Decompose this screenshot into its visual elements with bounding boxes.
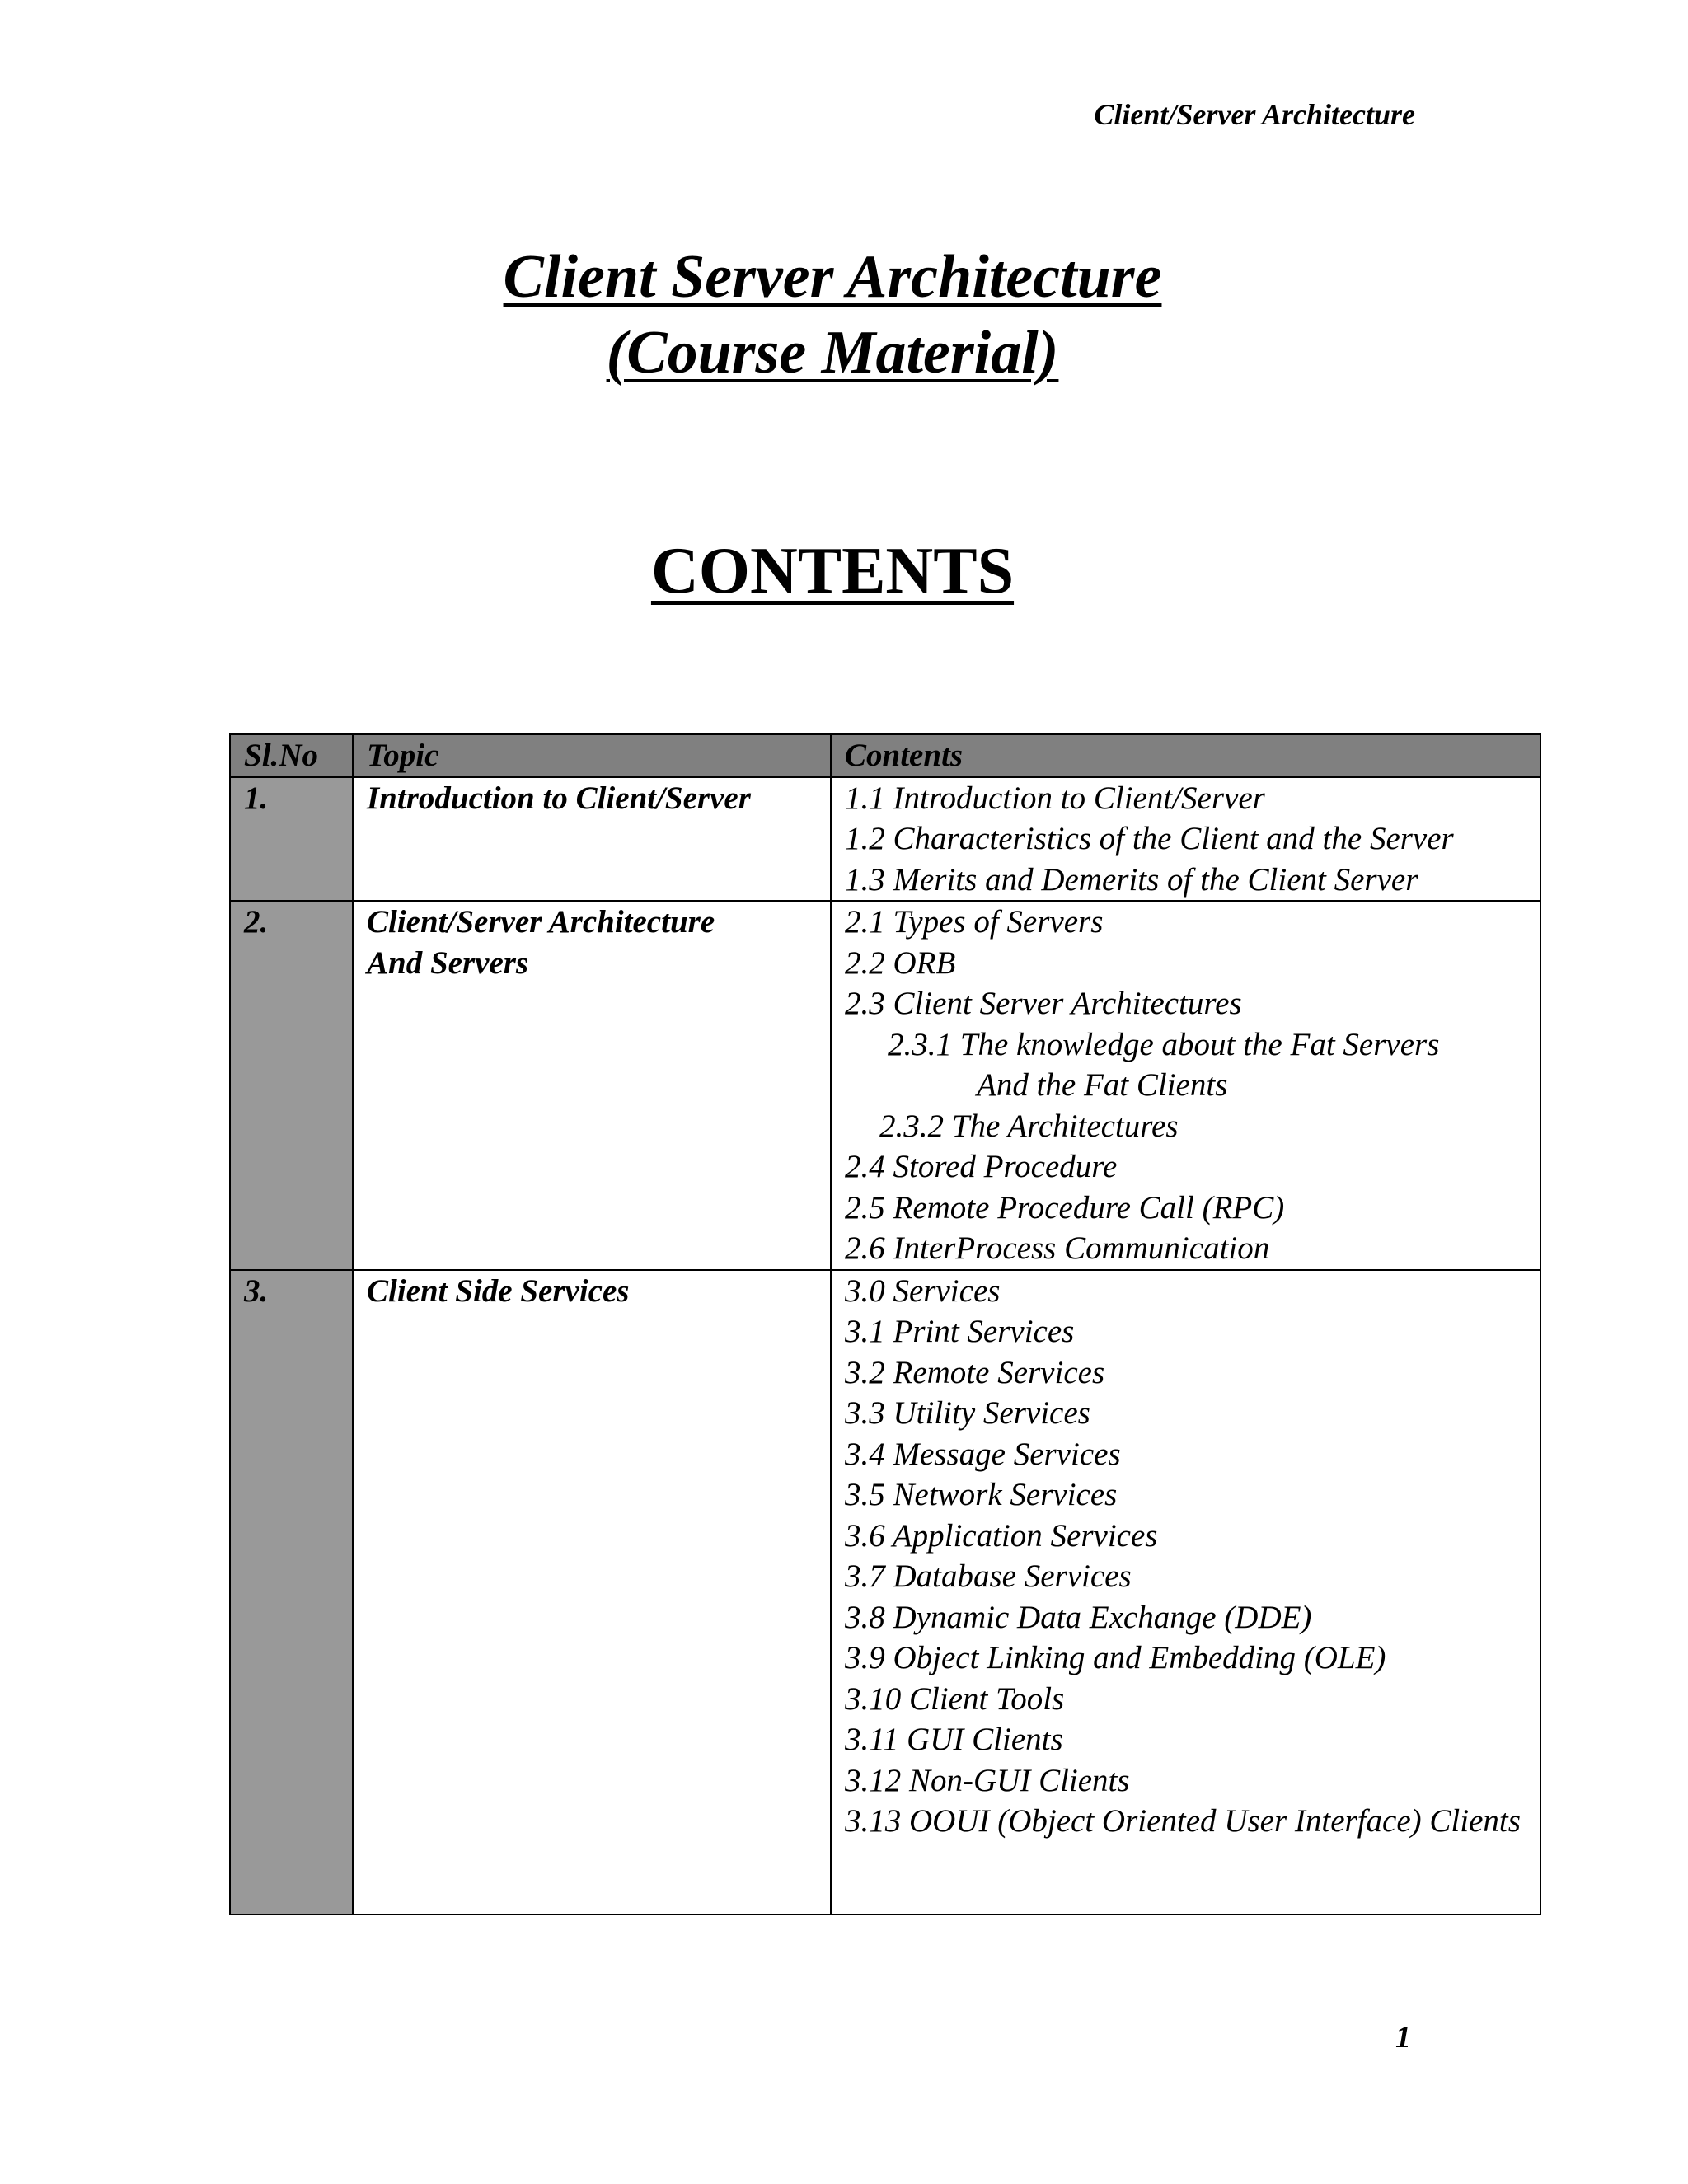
contents-item: 3.4 Message Services (845, 1436, 1121, 1472)
topic-line: Client/Server Architecture (367, 904, 715, 940)
contents-item: 1.2 Characteristics of the Client and the Server (845, 821, 1454, 856)
row-contents (831, 1270, 1540, 1915)
row-topic (353, 777, 831, 902)
title-line-1: Client Server Architecture (503, 243, 1162, 311)
row-slno: 2. (230, 901, 353, 1270)
title-line-2: (Course Material) (606, 319, 1059, 387)
topic-line: Introduction to Client/Server (367, 780, 751, 816)
table-row (230, 1270, 1540, 1915)
contents-item: 3.13 OOUI (Object Oriented User Interface) Clients (845, 1803, 1521, 1839)
contents-item: 3.7 Database Services (845, 1558, 1132, 1594)
document-title (0, 239, 1665, 391)
contents-heading: CONTENTS (650, 535, 1015, 607)
contents-item: 3.5 Network Services (845, 1477, 1118, 1512)
contents-item: 3.10 Client Tools (845, 1680, 1065, 1717)
contents-item: 3.0 Services (845, 1272, 1001, 1309)
contents-subitem: 2.3.2 The Architectures (879, 1108, 1179, 1144)
page-number: 1 (1395, 2020, 1411, 2055)
row-topic (353, 1270, 831, 1915)
topic-line: And Servers (367, 944, 529, 981)
contents-item: 3.11 GUI Clients (845, 1722, 1063, 1757)
contents-item: 3.3 Utility Services (845, 1395, 1090, 1431)
row-topic (353, 901, 831, 1270)
contents-item: 2.1 Types of Servers (845, 904, 1104, 940)
row-slno: 3. (230, 1270, 353, 1915)
row-contents (831, 777, 1540, 902)
table-row (230, 901, 1540, 1270)
contents-table (229, 733, 1541, 1915)
contents-subitem: 2.3.1 The knowledge about the Fat Servers (888, 1026, 1440, 1062)
contents-item: 3.9 Object Linking and Embedding (OLE) (845, 1640, 1386, 1675)
topic-line: Client Side Services (367, 1272, 630, 1309)
table-header-row (230, 734, 1540, 777)
header-topic: Topic (353, 734, 831, 777)
table-row (230, 777, 1540, 902)
contents-item: 1.1 Introduction to Client/Server (845, 780, 1265, 816)
contents-item: 2.2 ORB (845, 944, 956, 981)
row-contents (831, 901, 1540, 1270)
contents-subitem-continuation: And the Fat Clients (977, 1067, 1228, 1103)
contents-item: 3.12 Non-GUI Clients (845, 1762, 1130, 1798)
contents-item: 2.5 Remote Procedure Call (RPC) (845, 1189, 1285, 1226)
contents-item: 3.2 Remote Services (845, 1354, 1105, 1390)
contents-item: 2.6 InterProcess Communication (845, 1230, 1270, 1266)
row-slno: 1. (230, 777, 353, 902)
header-contents: Contents (831, 734, 1540, 777)
contents-item: 2.3 Client Server Architectures (845, 986, 1242, 1021)
running-header: Client/Server Architecture (1094, 98, 1415, 131)
contents-item: 1.3 Merits and Demerits of the Client Server (845, 861, 1418, 898)
contents-item: 3.8 Dynamic Data Exchange (DDE) (845, 1599, 1312, 1635)
contents-item: 2.4 Stored Procedure (845, 1149, 1118, 1184)
contents-item: 3.1 Print Services (845, 1314, 1075, 1349)
header-slno: Sl.No (230, 734, 353, 777)
contents-item: 3.6 Application Services (845, 1517, 1158, 1554)
